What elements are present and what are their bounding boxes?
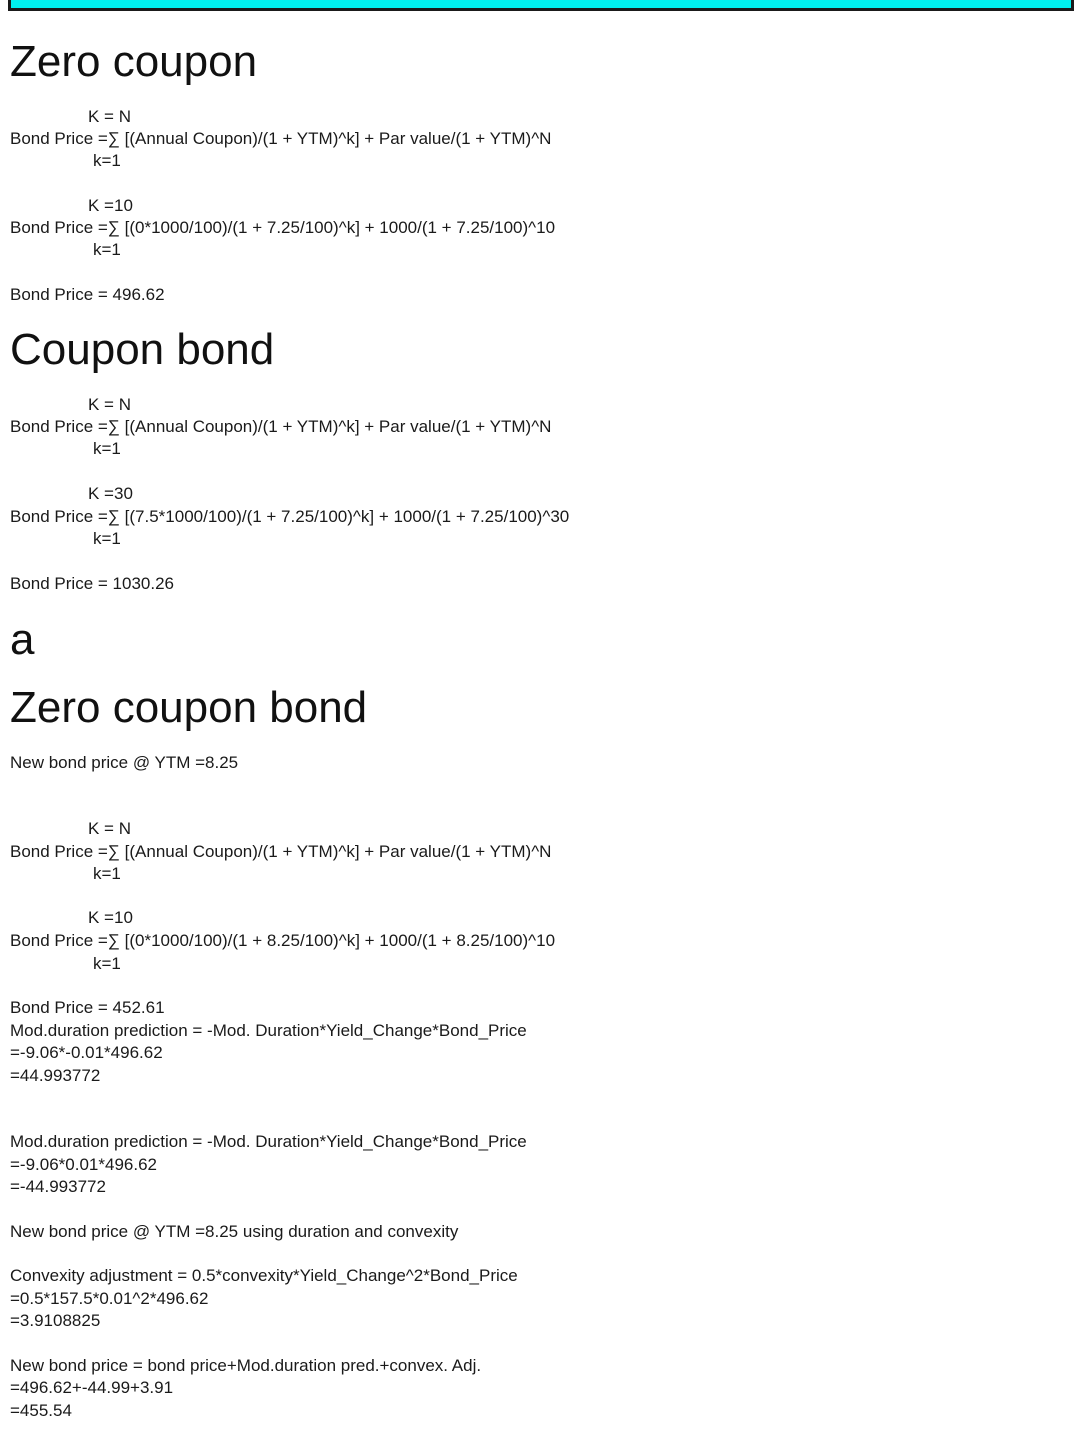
sum-lower-limit: k=1 <box>93 151 121 170</box>
intro-line: New bond price @ YTM =8.25 <box>10 753 239 772</box>
calc-line: =44.993772 <box>10 1066 101 1085</box>
calc-line: New bond price @ YTM =8.25 using duration and convexity <box>10 1222 459 1241</box>
result-line: Bond Price = 452.61 <box>10 998 165 1017</box>
part-label: a <box>10 615 35 664</box>
calc-line: =-44.993772 <box>10 1177 106 1196</box>
result-line: Bond Price = 496.62 <box>10 285 165 304</box>
heading-zero-coupon: Zero coupon <box>10 37 258 86</box>
formula-line: Bond Price =∑ [(0*1000/100)/(1 + 8.25/100)^k] + 1000/(1 + 8.25/100)^10 <box>10 931 556 950</box>
sum-lower-limit: k=1 <box>93 439 121 458</box>
calc-line: =-9.06*0.01*496.62 <box>10 1155 157 1174</box>
sum-upper-limit: K = N <box>88 819 131 838</box>
formula-line: Bond Price =∑ [(Annual Coupon)/(1 + YTM)^k] + Par value/(1 + YTM)^N <box>10 842 552 861</box>
formula-line: Bond Price =∑ [(Annual Coupon)/(1 + YTM)^k] + Par value/(1 + YTM)^N <box>10 129 552 148</box>
sum-upper-limit: K =10 <box>88 908 133 927</box>
formula-line: Bond Price =∑ [(Annual Coupon)/(1 + YTM)^k] + Par value/(1 + YTM)^N <box>10 417 552 436</box>
sum-lower-limit: k=1 <box>93 954 121 973</box>
calc-line: =455.54 <box>10 1401 72 1420</box>
result-line: Bond Price = 1030.26 <box>10 574 174 593</box>
sum-upper-limit: K =10 <box>88 196 133 215</box>
formula-line: Bond Price =∑ [(0*1000/100)/(1 + 7.25/100)^k] + 1000/(1 + 7.25/100)^10 <box>10 218 556 237</box>
heading-zero-coupon-bond: Zero coupon bond <box>10 683 368 732</box>
heading-coupon-bond: Coupon bond <box>10 325 275 374</box>
calc-line: Mod.duration prediction = -Mod. Duration*Yield_Change*Bond_Price <box>10 1021 527 1040</box>
sum-upper-limit: K =30 <box>88 484 133 503</box>
calc-line: =3.9108825 <box>10 1311 101 1330</box>
calc-line: Mod.duration prediction = -Mod. Duration*Yield_Change*Bond_Price <box>10 1132 527 1151</box>
sum-lower-limit: k=1 <box>93 240 121 259</box>
calc-line: =496.62+-44.99+3.91 <box>10 1378 174 1397</box>
calc-line: =-9.06*-0.01*496.62 <box>10 1043 163 1062</box>
sum-upper-limit: K = N <box>88 107 131 126</box>
top-banner <box>8 0 1074 11</box>
calc-line: New bond price = bond price+Mod.duration pred.+convex. Adj. <box>10 1356 482 1375</box>
sum-upper-limit: K = N <box>88 395 131 414</box>
sum-lower-limit: k=1 <box>93 529 121 548</box>
calc-line: Convexity adjustment = 0.5*convexity*Yield_Change^2*Bond_Price <box>10 1266 518 1285</box>
sum-lower-limit: k=1 <box>93 864 121 883</box>
calc-line: =0.5*157.5*0.01^2*496.62 <box>10 1289 209 1308</box>
formula-line: Bond Price =∑ [(7.5*1000/100)/(1 + 7.25/100)^k] + 1000/(1 + 7.25/100)^30 <box>10 507 570 526</box>
